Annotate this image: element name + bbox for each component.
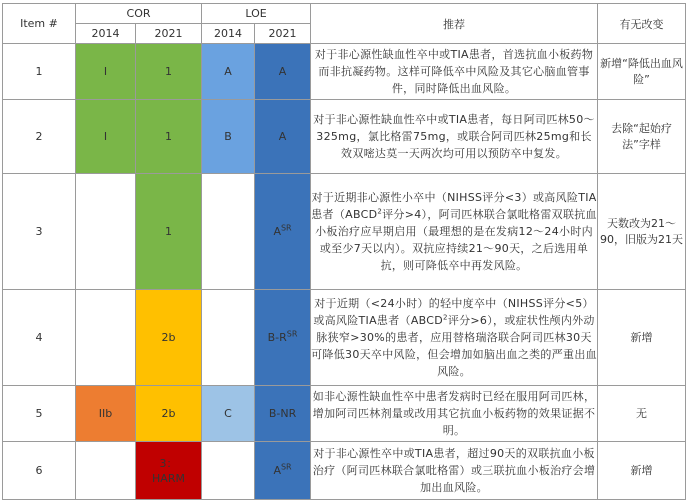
header-cor-2014: 2014 <box>76 24 136 44</box>
loe-2021 <box>255 442 311 500</box>
recommendation-text: 对于近期（<24小时）的轻中度卒中（NIHSS评分<5）或高风险TIA患者（ABCD$^2$评分>6），或症状性颅内外动脉狭窄>30%的患者，应用替格瑞洛联合阿司匹林30天可降低30天卒中风险，但会增加如脑出血之类的严重出血风险。 <box>311 290 598 386</box>
loe-2014 <box>202 174 255 290</box>
cor-2021: 1 <box>136 174 202 290</box>
cor-2014 <box>76 174 136 290</box>
item-number: 2 <box>3 100 76 174</box>
loe-2014 <box>202 442 255 500</box>
table-row <box>3 44 686 100</box>
header-item: Item # <box>3 4 76 44</box>
change-note: 无 <box>598 386 686 442</box>
change-note: 新增 <box>598 442 686 500</box>
cor-2021: 1 <box>136 100 202 174</box>
item-number: 5 <box>3 386 76 442</box>
recommendation-text: 如非心源性缺血性卒中患者发病时已经在服用阿司匹林，增加阿司匹林剂量或改用其它抗血小板药物的效果证据不明。 <box>311 386 598 442</box>
loe-sr-marker: SR <box>286 329 298 339</box>
cor-2021: 2b <box>136 386 202 442</box>
loe-2021 <box>255 290 311 386</box>
change-note: 新增 <box>598 290 686 386</box>
recommendation-text: 对于非心源性缺血性卒中或TIA患者，首选抗血小板药物而非抗凝药物。这样可降低卒中风险及其它心脑血管事件，同时降低出血风险。 <box>311 44 598 100</box>
header-cor: COR <box>76 4 202 24</box>
loe-2014 <box>202 290 255 386</box>
recommendation-table <box>2 3 686 500</box>
item-number: 6 <box>3 442 76 500</box>
loe-2021: B-NR <box>255 386 311 442</box>
cor-2014: I <box>76 100 136 174</box>
header-loe-2014: 2014 <box>202 24 255 44</box>
cor-2014 <box>76 442 136 500</box>
cor-2014 <box>76 290 136 386</box>
loe-2014: A <box>202 44 255 100</box>
loe-2014: C <box>202 386 255 442</box>
cor-2021: 2b <box>136 290 202 386</box>
cor-2014: I <box>76 44 136 100</box>
loe-sr-marker: SR <box>280 462 292 472</box>
loe-value: A <box>273 225 281 238</box>
change-note: 天数改为21～90，旧版为21天 <box>598 174 686 290</box>
loe-value: A <box>273 464 281 477</box>
recommendation-text: 对于非心源性卒中或TIA患者，超过90天的双联抗血小板治疗（阿司匹林联合氯吡格雷）或三联抗血小板治疗会增加出血风险。 <box>311 442 598 500</box>
item-number: 3 <box>3 174 76 290</box>
header-recommendation: 推荐 <box>311 4 598 44</box>
loe-sr-marker: SR <box>280 223 292 233</box>
table-row <box>3 174 686 290</box>
change-note: 新增“降低出血风险” <box>598 44 686 100</box>
table-row <box>3 386 686 442</box>
table-row <box>3 442 686 500</box>
header-loe: LOE <box>202 4 311 24</box>
recommendation-text: 对于非心源性缺血性卒中或TIA患者，每日阿司匹林50～325mg，氯比格雷75mg，或联合阿司匹林25mg和长效双嘧达莫一天两次均可用以预防卒中复发。 <box>311 100 598 174</box>
header-cor-2021: 2021 <box>136 24 202 44</box>
loe-2021 <box>255 174 311 290</box>
change-note: 去除“起始疗法”字样 <box>598 100 686 174</box>
loe-2021: A <box>255 44 311 100</box>
header-change: 有无改变 <box>598 4 686 44</box>
cor-2021: 3：HARM <box>136 442 202 500</box>
recommendation-text: 对于近期非心源性小卒中（NIHSS评分<3）或高风险TIA患者（ABCD$^2$评分>4），阿司匹林联合氯吡格雷双联抗血小板治疗应早期启用（最理想的是在发病12～24小时内或至少7天以内）。双抗应持续21～90天，之后选用单抗，则可降低卒中再发风险。 <box>311 174 598 290</box>
loe-2021: A <box>255 100 311 174</box>
table-row <box>3 100 686 174</box>
loe-value: B-R <box>267 331 287 344</box>
item-number: 4 <box>3 290 76 386</box>
item-number: 1 <box>3 44 76 100</box>
loe-2014: B <box>202 100 255 174</box>
cor-2014: IIb <box>76 386 136 442</box>
header-loe-2021: 2021 <box>255 24 311 44</box>
table-row <box>3 290 686 386</box>
cor-2021: 1 <box>136 44 202 100</box>
